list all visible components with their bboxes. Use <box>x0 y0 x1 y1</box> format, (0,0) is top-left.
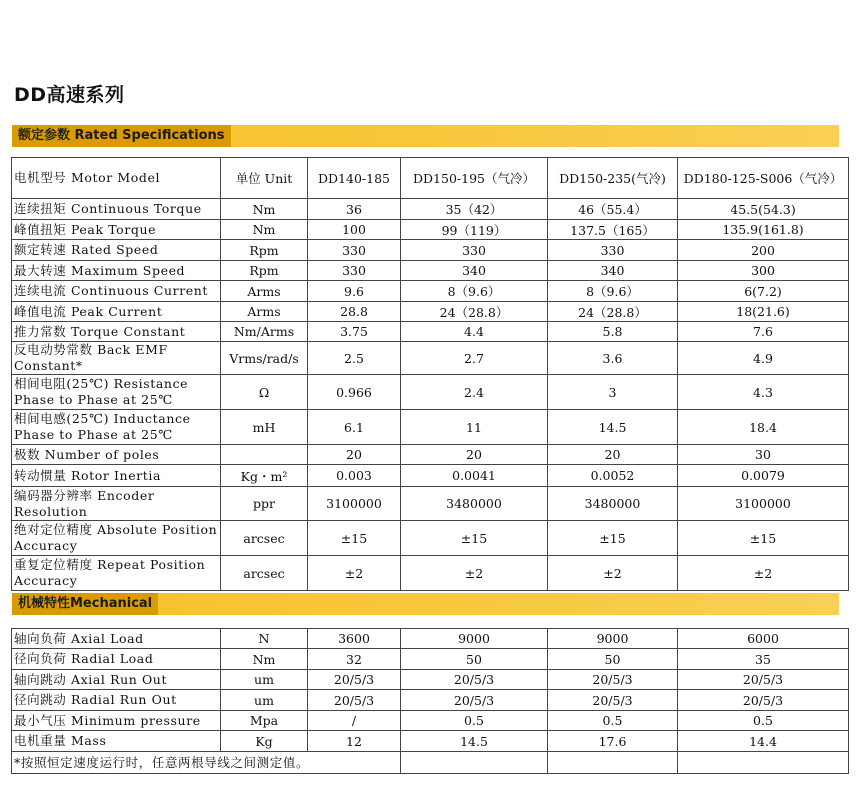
row-value: 14.5 <box>548 410 678 445</box>
row-value: 46（55.4） <box>548 199 678 220</box>
row-value: ±2 <box>308 556 401 591</box>
row-value: 50 <box>548 649 678 670</box>
rated-section-header <box>12 125 839 147</box>
table-row <box>12 649 849 670</box>
row-value: 0.0041 <box>401 465 548 487</box>
row-value: 2.4 <box>401 375 548 410</box>
table-row <box>12 240 849 261</box>
table-row <box>12 670 849 690</box>
header-cell: DD150-235(气冷) <box>548 158 678 199</box>
row-label: 电机重量 Mass <box>12 731 221 752</box>
row-value: 137.5（165） <box>548 220 678 240</box>
mechanical-spec-table <box>11 628 849 774</box>
table-row <box>12 465 849 487</box>
row-value: 0.966 <box>308 375 401 410</box>
table-row <box>12 261 849 281</box>
row-label: 转动惯量 Rotor Inertia <box>12 465 221 487</box>
row-unit: mH <box>221 410 308 445</box>
table-row <box>12 711 849 731</box>
row-value: 35 <box>678 649 849 670</box>
mechanical-section-header <box>12 593 839 615</box>
row-value: 45.5(54.3) <box>678 199 849 220</box>
row-value: ±2 <box>401 556 548 591</box>
row-unit: um <box>221 670 308 690</box>
row-value: 20/5/3 <box>548 670 678 690</box>
row-value: 20 <box>308 445 401 465</box>
row-unit: Vrms/rad/s <box>221 342 308 375</box>
row-label: 径向负荷 Radial Load <box>12 649 221 670</box>
row-value: 100 <box>308 220 401 240</box>
row-value: 6000 <box>678 629 849 649</box>
row-value: 6.1 <box>308 410 401 445</box>
row-unit: um <box>221 690 308 711</box>
row-value: 14.4 <box>678 731 849 752</box>
row-value: 14.5 <box>401 731 548 752</box>
row-value: 18.4 <box>678 410 849 445</box>
table-row <box>12 342 849 375</box>
row-unit: Mpa <box>221 711 308 731</box>
row-value: 11 <box>401 410 548 445</box>
row-value: 3 <box>548 375 678 410</box>
table-row <box>12 445 849 465</box>
row-value: 20/5/3 <box>548 690 678 711</box>
row-label: 连续电流 Continuous Current <box>12 281 221 302</box>
row-value: 3480000 <box>548 487 678 521</box>
row-label: 绝对定位精度 Absolute Position Accuracy <box>12 521 221 556</box>
row-value: 3480000 <box>401 487 548 521</box>
table-row <box>12 629 849 649</box>
row-label: 编码器分辨率 Encoder Resolution <box>12 487 221 521</box>
rated-spec-table <box>11 157 849 591</box>
row-value: 300 <box>678 261 849 281</box>
row-label: 相间电阻(25℃) Resistance Phase to Phase at 25℃ <box>12 375 221 410</box>
row-value: 9.6 <box>308 281 401 302</box>
row-value: 3.75 <box>308 322 401 342</box>
table-row <box>12 731 849 752</box>
header-cell: DD180-125-S006（气冷） <box>678 158 849 199</box>
header-cell: 单位 Unit <box>221 158 308 199</box>
row-value: 30 <box>678 445 849 465</box>
row-value: 35（42） <box>401 199 548 220</box>
row-value: 12 <box>308 731 401 752</box>
footnote: *按照恒定速度运行时，任意两根导线之间测定值。 <box>12 752 401 774</box>
row-unit: N <box>221 629 308 649</box>
row-value: 20/5/3 <box>401 690 548 711</box>
row-value: 3.6 <box>548 342 678 375</box>
row-value: 330 <box>548 240 678 261</box>
table-row <box>12 302 849 322</box>
row-label: 峰值扭矩 Peak Torque <box>12 220 221 240</box>
table-row <box>12 487 849 521</box>
row-value: 330 <box>401 240 548 261</box>
row-label: 反电动势常数 Back EMF Constant* <box>12 342 221 375</box>
row-value: 0.5 <box>401 711 548 731</box>
header-cell: DD140-185 <box>308 158 401 199</box>
row-unit: arcsec <box>221 521 308 556</box>
row-value: / <box>308 711 401 731</box>
empty-cell <box>401 752 548 774</box>
row-value: 20 <box>401 445 548 465</box>
row-value: 0.5 <box>548 711 678 731</box>
row-value: 0.003 <box>308 465 401 487</box>
row-value: 0.0052 <box>548 465 678 487</box>
page-title: DD高速系列 <box>14 84 125 106</box>
row-value: 32 <box>308 649 401 670</box>
row-value: 50 <box>401 649 548 670</box>
row-value: 99（119） <box>401 220 548 240</box>
row-value: 135.9(161.8) <box>678 220 849 240</box>
row-value: 20/5/3 <box>308 670 401 690</box>
row-unit: Nm <box>221 199 308 220</box>
row-unit: Arms <box>221 281 308 302</box>
row-unit: arcsec <box>221 556 308 591</box>
row-unit: Ω <box>221 375 308 410</box>
empty-cell <box>678 752 849 774</box>
row-value: 340 <box>548 261 678 281</box>
row-value: 24（28.8） <box>401 302 548 322</box>
table-row <box>12 281 849 302</box>
row-value: 20/5/3 <box>308 690 401 711</box>
row-value: 28.8 <box>308 302 401 322</box>
table-row <box>12 220 849 240</box>
row-label: 极数 Number of poles <box>12 445 221 465</box>
row-value: ±15 <box>308 521 401 556</box>
row-value: 3100000 <box>308 487 401 521</box>
row-value: 3100000 <box>678 487 849 521</box>
row-value: 36 <box>308 199 401 220</box>
row-value: 8（9.6） <box>401 281 548 302</box>
table-row <box>12 375 849 410</box>
row-value: 2.7 <box>401 342 548 375</box>
table-row <box>12 556 849 591</box>
row-value: 7.6 <box>678 322 849 342</box>
table-row <box>12 322 849 342</box>
row-value: 20/5/3 <box>678 690 849 711</box>
row-value: 340 <box>401 261 548 281</box>
row-value: 17.6 <box>548 731 678 752</box>
mechanical-section-label: 机械特性Mechanical <box>12 593 158 615</box>
row-unit: Nm <box>221 220 308 240</box>
table-row <box>12 199 849 220</box>
row-value: ±15 <box>548 521 678 556</box>
row-value: 0.0079 <box>678 465 849 487</box>
table-row <box>12 410 849 445</box>
row-unit: Kg <box>221 731 308 752</box>
row-value: 9000 <box>548 629 678 649</box>
row-unit <box>221 445 308 465</box>
row-value: 4.4 <box>401 322 548 342</box>
row-unit: Nm <box>221 649 308 670</box>
row-label: 推力常数 Torque Constant <box>12 322 221 342</box>
row-value: 6(7.2) <box>678 281 849 302</box>
row-label: 最大转速 Maximum Speed <box>12 261 221 281</box>
row-label: 轴向跳动 Axial Run Out <box>12 670 221 690</box>
header-cell: 电机型号 Motor Model <box>12 158 221 199</box>
row-label: 轴向负荷 Axial Load <box>12 629 221 649</box>
row-value: 3600 <box>308 629 401 649</box>
row-value: 9000 <box>401 629 548 649</box>
row-value: 330 <box>308 240 401 261</box>
table-row <box>12 690 849 711</box>
row-value: 0.5 <box>678 711 849 731</box>
row-label: 径向跳动 Radial Run Out <box>12 690 221 711</box>
row-value: 8（9.6） <box>548 281 678 302</box>
row-value: 20/5/3 <box>401 670 548 690</box>
row-unit: Arms <box>221 302 308 322</box>
row-label: 额定转速 Rated Speed <box>12 240 221 261</box>
footnote-row <box>12 752 849 774</box>
table-row <box>12 521 849 556</box>
row-value: ±2 <box>548 556 678 591</box>
row-value: 20/5/3 <box>678 670 849 690</box>
row-value: 4.3 <box>678 375 849 410</box>
row-value: 20 <box>548 445 678 465</box>
row-label: 最小气压 Minimum pressure <box>12 711 221 731</box>
row-value: ±15 <box>401 521 548 556</box>
row-value: ±2 <box>678 556 849 591</box>
table-header-row <box>12 158 849 199</box>
row-unit: Rpm <box>221 261 308 281</box>
row-value: 5.8 <box>548 322 678 342</box>
row-unit: ppr <box>221 487 308 521</box>
row-value: 330 <box>308 261 401 281</box>
row-value: ±15 <box>678 521 849 556</box>
row-label: 连续扭矩 Continuous Torque <box>12 199 221 220</box>
row-value: 2.5 <box>308 342 401 375</box>
empty-cell <box>548 752 678 774</box>
row-label: 相间电感(25℃) Inductance Phase to Phase at 25℃ <box>12 410 221 445</box>
row-label: 重复定位精度 Repeat Position Accuracy <box>12 556 221 591</box>
header-cell: DD150-195（气冷） <box>401 158 548 199</box>
row-value: 4.9 <box>678 342 849 375</box>
row-unit: Nm/Arms <box>221 322 308 342</box>
row-unit: Rpm <box>221 240 308 261</box>
row-unit: Kg・m² <box>221 465 308 487</box>
row-label: 峰值电流 Peak Current <box>12 302 221 322</box>
row-value: 24（28.8） <box>548 302 678 322</box>
rated-section-label: 额定参数 Rated Specifications <box>12 125 231 147</box>
row-value: 200 <box>678 240 849 261</box>
row-value: 18(21.6) <box>678 302 849 322</box>
